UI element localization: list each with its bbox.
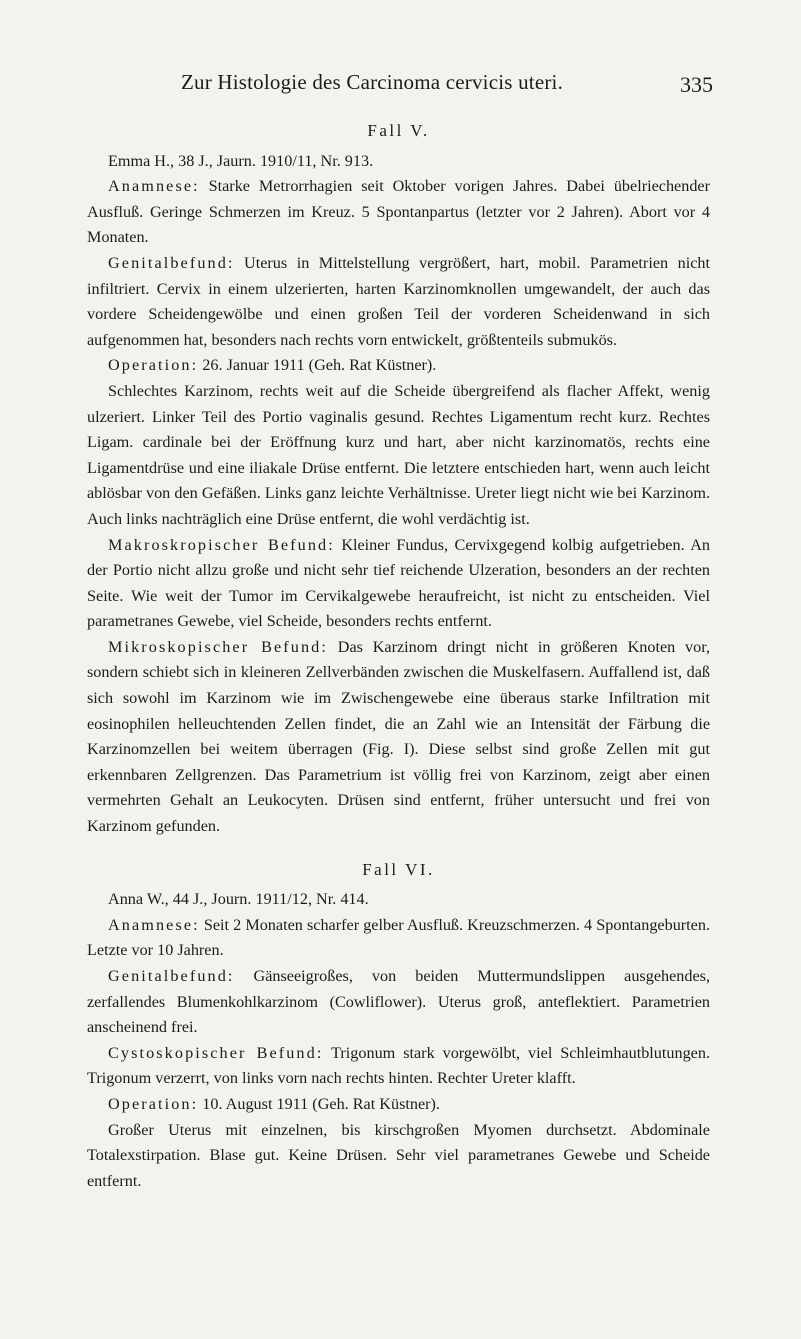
paragraph (87, 913, 710, 964)
paragraph-label: Mikroskopischer Befund: (108, 637, 328, 656)
paragraph (87, 1118, 710, 1195)
page-number: 335 (680, 72, 713, 97)
page-content (87, 118, 710, 1194)
paragraph-label: Anamnese: (108, 177, 200, 196)
paragraph-label: Operation: (108, 356, 199, 375)
paragraph-label: Anamnese: (108, 915, 200, 934)
paragraph-text: Anna W., 44 J., Journ. 1911/12, Nr. 414. (108, 890, 369, 909)
paragraph-text: 26. Januar 1911 (Geh. Rat Küstner). (198, 356, 437, 375)
page-header (181, 70, 713, 104)
paragraph (87, 887, 710, 913)
paragraph-text: Großer Uterus mit einzelnen, bis kirschgroßen Myomen durchsetzt. Abdominale Totalexstirpation. Blase gut. Keine Drüsen. Sehr viel parametranes Gewebe und Scheide entfernt. (87, 1120, 710, 1190)
paragraph (87, 635, 710, 840)
paragraph-text: 10. August 1911 (Geh. Rat Küstner). (198, 1094, 440, 1113)
paragraph-label: Operation: (108, 1094, 199, 1113)
paragraph (87, 1041, 710, 1092)
paragraph-label: Cystoskopischer Befund: (108, 1043, 324, 1062)
paragraph-text: Kleiner Fundus, Cervixgegend kolbig aufgetrieben. An der Portio nicht allzu große und nicht sehr tief reichende Ulzeration, besonders an der rechten Seite. Wie weit der Tumor im Cervikalgewebe heraufreicht, ist nicht zu entscheiden. Viel parametranes Gewebe, viel Scheide, besonders rechts entfernt. (87, 535, 710, 631)
paragraph-label: Genitalbefund: (108, 967, 235, 985)
case-section (87, 857, 710, 1195)
paragraph-text: Trigonum stark vorgewölbt, viel Schleimhautblutungen. Trigonum verzerrt, von links vorn nach rechts hinten. Rechter Ureter klafft. (87, 1043, 710, 1088)
paragraph (87, 1092, 710, 1118)
paragraph-label: Genitalbefund: (108, 253, 235, 272)
paragraph-text: Schlechtes Karzinom, rechts weit auf die Scheide übergreifend als flacher Affekt, wenig ulzeriert. Linker Teil des Portio vaginalis gesund. Rechtes Ligamentum recht kurz. Rechtes Ligam. cardinale bei der Eröffnung kurz und hart, aber nicht karzinomatös, rechts eine Ligamentdrüse und eine iliakale Drüse entfernt. Die letztere entschieden hart, wenn auch leicht ablösbar von den Gefäßen. Links ganz leichte Verhältnisse. Ureter liegt nicht wie bei Karzinom. Auch links nachträglich eine Drüse entfernt, die wohl verdächtig ist. (87, 381, 710, 528)
paragraph-text: Das Karzinom dringt nicht in größeren Knoten vor, sondern schiebt sich in kleineren Zellverbänden zwischen die Muskelfasern. Auffallend ist, daß sich sowohl im Karzinom wie im Zwischengewebe eine überaus starke Infiltration mit eosinophilen helleuchtenden Zellen findet, die an Zahl wie an Intensität der Färbung die Karzinomzellen bei weitem überragen (Fig. I). Diese selbst sind große Zellen mit gut erkennbaren Zellgrenzen. Das Parametrium ist völlig frei von Karzinom, zeigt aber einen vermehrten Gehalt an Leukocyten. Drüsen sind entfernt, früher untersucht und frei von Karzinom gefunden. (87, 637, 710, 836)
paragraph (87, 149, 710, 175)
case-heading: Fall VI. (362, 859, 435, 879)
paragraph (87, 533, 710, 635)
paragraph-text: Uterus in Mittelstellung vergrößert, hart, mobil. Parametrien nicht infiltriert. Cervix in einem ulzerierten, harten Karzinomknollen umgewandelt, der auch das vordere Scheidengewölbe und einen großen Teil der vorderen Scheidenwand in sich aufgenommen hat, besonders nach rechts vorn entwickelt, größtenteils submukös. (87, 253, 710, 349)
paragraph-text: Emma H., 38 J., Jaurn. 1910/11, Nr. 913. (108, 151, 374, 170)
paragraph (87, 964, 710, 1041)
case-heading: Fall V. (367, 121, 430, 140)
paragraph-text: Starke Metrorrhagien seit Oktober vorigen Jahres. Dabei übelriechender Ausfluß. Geringe Schmerzen im Kreuz. 5 Spontanpartus (letzter vor 2 Jahren). Abort vor 4 Monaten. (87, 177, 710, 247)
case-section (87, 118, 710, 840)
running-title: Zur Histologie des Carcinoma cervicis uteri. (181, 70, 564, 94)
paragraph (87, 174, 710, 251)
paragraph-label: Makroskropischer Befund: (108, 535, 335, 554)
paragraph (87, 379, 710, 533)
paragraph-text: Gänseeigroßes, von beiden Muttermundslippen ausgehendes, zerfallendes Blumenkohlkarzinom (Cowliflower). Uterus groß, anteflektiert. Parametrien anscheinend frei. (87, 967, 710, 1037)
paragraph-text: Seit 2 Monaten scharfer gelber Ausfluß. Kreuzschmerzen. 4 Spontangeburten. Letzte vor 10 Jahren. (87, 915, 710, 960)
paragraph (87, 353, 710, 379)
paragraph (87, 251, 710, 353)
